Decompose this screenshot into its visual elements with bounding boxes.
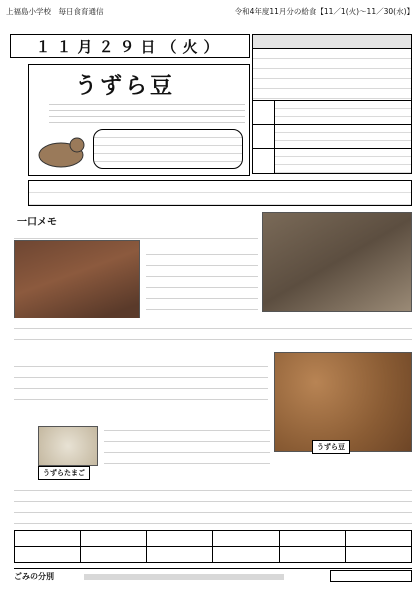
gomi-label: ごみの分別 (14, 572, 54, 581)
quail-egg-photo (38, 426, 98, 466)
food-group-items-unreadable (275, 101, 411, 124)
food-group-tag (253, 101, 275, 124)
menu-period: 令和4年度11月分の給食【11／1(火)～11／30(水)】 (234, 7, 414, 16)
food-group-tag (253, 149, 275, 173)
top-strip (4, 6, 416, 20)
feature-box (28, 64, 250, 176)
feature-body-unreadable (49, 99, 245, 125)
bottom-row (14, 568, 412, 582)
food-group-row (253, 101, 411, 125)
food-group-items-unreadable (275, 149, 411, 173)
quail-egg-tag: うずらたまご (38, 466, 90, 480)
feature-heading: うずら豆 (75, 74, 176, 99)
feature-speech-bubble-unreadable (93, 129, 243, 169)
school-name: 上福島小学校 毎日食育通信 (6, 7, 104, 16)
memo-paragraph-unreadable (14, 356, 268, 410)
quail-bean-tag: うずら豆 (312, 440, 350, 454)
origin-table-unreadable (14, 530, 412, 563)
harvest-photo (262, 212, 412, 312)
section-label: 一口メモ (14, 212, 60, 230)
memo-paragraph-unreadable (14, 228, 258, 240)
quail-illustration (33, 131, 89, 171)
date-title: １１月２９日（火） (10, 34, 250, 58)
food-group-row (253, 149, 411, 173)
menu-panel-heading-unreadable (253, 35, 411, 49)
memo-paragraph-unreadable (146, 244, 258, 310)
food-group-row (253, 125, 411, 149)
memo-paragraph-unreadable (14, 318, 412, 350)
memo-paragraph-unreadable (14, 480, 412, 524)
table-row (15, 531, 412, 547)
table-row (15, 547, 412, 563)
food-group-items-unreadable (275, 125, 411, 148)
quail-bean-photo (274, 352, 412, 452)
gomi-text-unreadable (84, 574, 284, 580)
food-group-tag (253, 125, 275, 148)
quiz-box-unreadable (28, 180, 412, 206)
menu-panel (252, 34, 412, 174)
quiz-answer-unreadable (330, 570, 412, 582)
memo-paragraph-unreadable (104, 420, 270, 474)
menu-list-unreadable (253, 49, 411, 101)
